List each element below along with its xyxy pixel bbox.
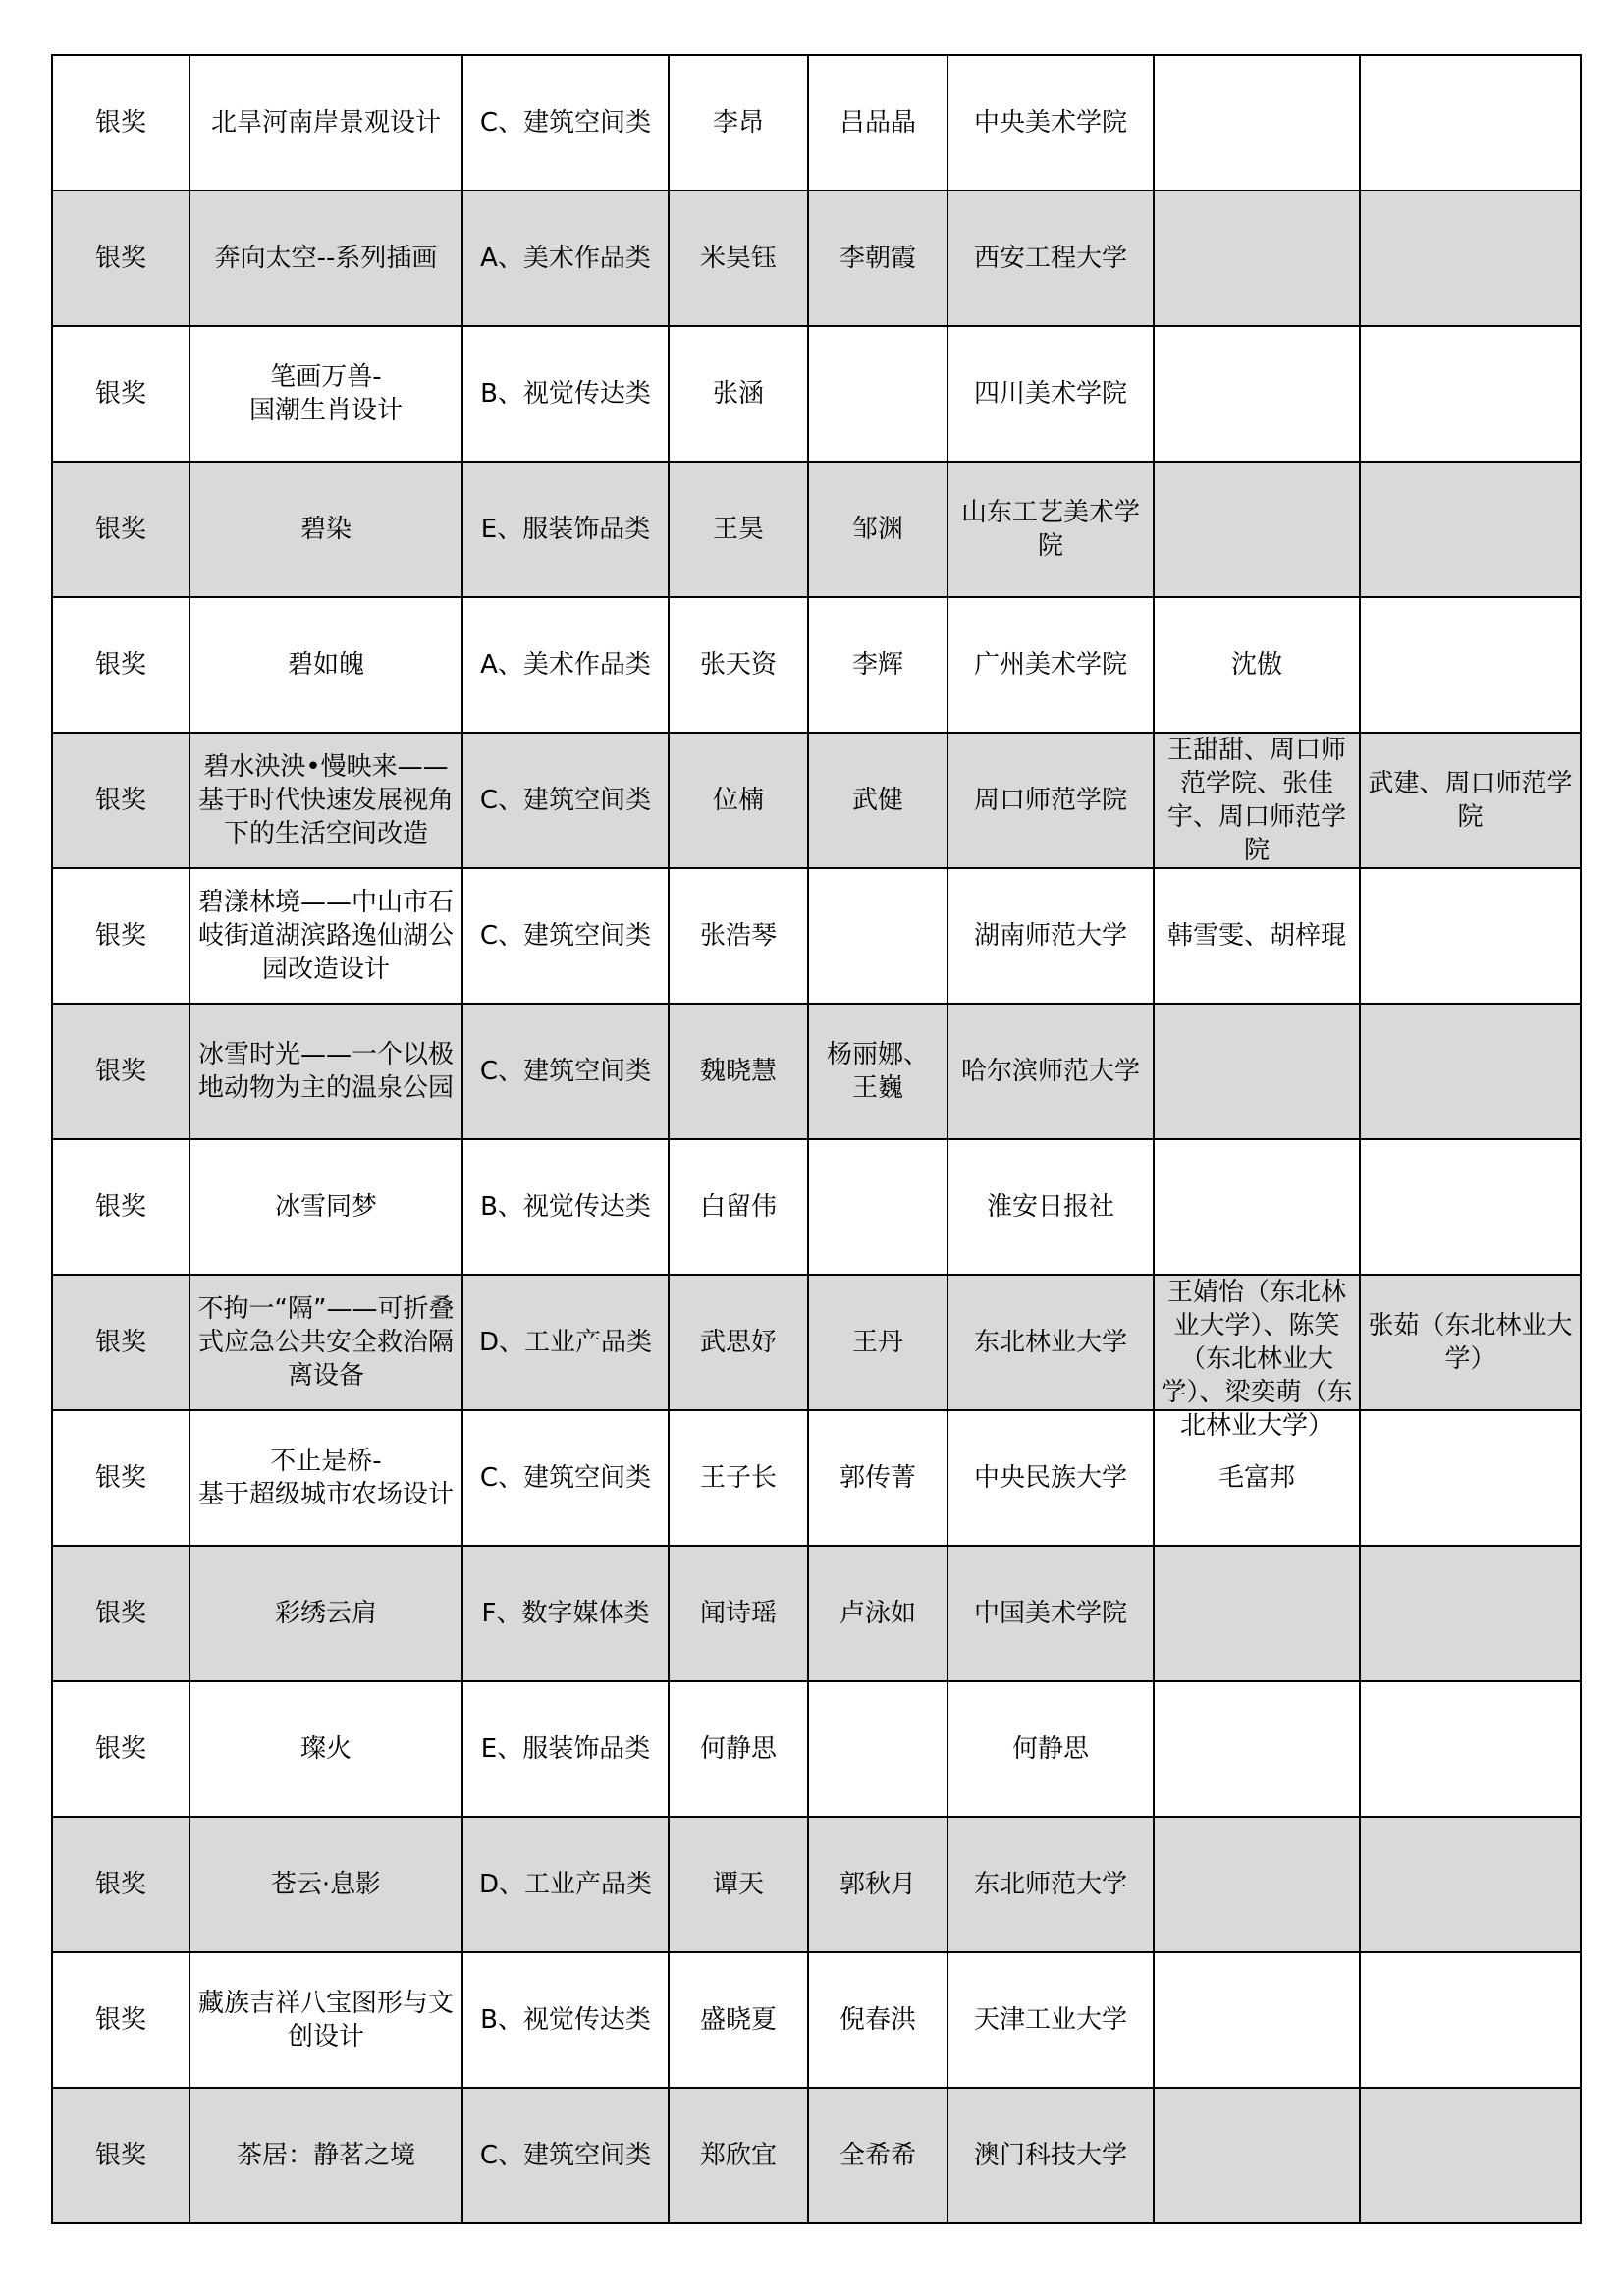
institution-cell-text: 西安工程大学 xyxy=(973,244,1127,273)
work-title-cell xyxy=(189,462,462,597)
institution-cell xyxy=(947,868,1154,1004)
work-title-cell xyxy=(189,868,462,1004)
category-cell xyxy=(462,191,669,326)
advisor-cell xyxy=(1154,733,1360,868)
award-cell-text: 银奖 xyxy=(94,108,146,137)
category-cell xyxy=(462,868,669,1004)
category-cell-text: C、建筑空间类 xyxy=(479,1057,652,1086)
category-cell-text: C、建筑空间类 xyxy=(479,1463,652,1493)
work-title-cell-text: 碧如魄 xyxy=(287,650,364,680)
advisor-cell xyxy=(1154,868,1360,1004)
co-author-cell xyxy=(808,1410,947,1546)
work-title-cell xyxy=(189,1004,462,1139)
author-cell xyxy=(669,1546,808,1681)
award-cell xyxy=(52,1004,189,1139)
author-cell-text: 位楠 xyxy=(712,786,764,815)
advisor2-cell xyxy=(1360,597,1581,733)
co-author-cell xyxy=(808,191,947,326)
table-row xyxy=(52,326,1581,462)
advisor2-cell xyxy=(1360,868,1581,1004)
table-row xyxy=(52,733,1581,868)
category-cell xyxy=(462,1275,669,1410)
work-title-cell xyxy=(189,1410,462,1546)
advisor-cell xyxy=(1154,1139,1360,1275)
institution-cell-text: 周口师范学院 xyxy=(973,786,1127,815)
category-cell-text: D、工业产品类 xyxy=(478,1328,653,1357)
institution-cell-text: 中国美术学院 xyxy=(973,1599,1127,1628)
author-cell xyxy=(669,597,808,733)
co-author-cell-text: 卢泳如 xyxy=(839,1599,916,1628)
author-cell-text: 张浩琴 xyxy=(699,921,777,951)
institution-cell-text: 淮安日报社 xyxy=(986,1192,1114,1222)
author-cell-text: 魏晓慧 xyxy=(699,1057,777,1086)
advisor2-cell xyxy=(1360,1681,1581,1817)
award-cell xyxy=(52,191,189,326)
institution-cell xyxy=(947,1546,1154,1681)
work-title-cell xyxy=(189,326,462,462)
category-cell xyxy=(462,1817,669,1952)
advisor-cell xyxy=(1154,1952,1360,2088)
institution-cell-text: 东北林业大学 xyxy=(973,1328,1127,1357)
category-cell-text: B、视觉传达类 xyxy=(480,1192,651,1222)
work-title-cell-text: 不拘一“隔”——可折叠式应急公共安全救治隔离设备 xyxy=(197,1294,455,1391)
author-cell xyxy=(669,868,808,1004)
work-title-cell xyxy=(189,733,462,868)
institution-cell xyxy=(947,1004,1154,1139)
category-cell xyxy=(462,462,669,597)
institution-cell-text: 中央民族大学 xyxy=(973,1463,1127,1493)
award-cell-text: 银奖 xyxy=(94,1599,146,1628)
institution-cell xyxy=(947,1275,1154,1410)
co-author-cell xyxy=(808,733,947,868)
institution-cell-text: 澳门科技大学 xyxy=(973,2141,1127,2170)
advisor2-cell xyxy=(1360,462,1581,597)
co-author-cell-text: 武健 xyxy=(851,786,903,815)
table-row xyxy=(52,1681,1581,1817)
advisor-cell-text: 沈傲 xyxy=(1230,650,1282,680)
institution-cell xyxy=(947,55,1154,191)
award-cell xyxy=(52,1681,189,1817)
table-row xyxy=(52,1817,1581,1952)
advisor-cell xyxy=(1154,1546,1360,1681)
work-title-cell xyxy=(189,1952,462,2088)
work-title-cell-text: 北旱河南岸景观设计 xyxy=(210,108,441,137)
co-author-cell xyxy=(808,1817,947,1952)
co-author-cell-text: 李辉 xyxy=(851,650,903,680)
category-cell-text: B、视觉传达类 xyxy=(480,379,651,409)
advisor2-cell-text: 张茹（东北林业大学） xyxy=(1368,1311,1573,1374)
institution-cell xyxy=(947,1139,1154,1275)
co-author-cell xyxy=(808,326,947,462)
category-cell xyxy=(462,733,669,868)
author-cell xyxy=(669,1681,808,1817)
category-cell-text: B、视觉传达类 xyxy=(480,2005,651,2035)
advisor-cell xyxy=(1154,191,1360,326)
advisor2-cell-text: 武建、周口师范学院 xyxy=(1368,769,1573,832)
category-cell xyxy=(462,597,669,733)
award-cell xyxy=(52,55,189,191)
award-cell xyxy=(52,868,189,1004)
category-cell-text: F、数字媒体类 xyxy=(481,1599,650,1628)
institution-cell xyxy=(947,1410,1154,1546)
category-cell xyxy=(462,2088,669,2223)
institution-cell-text: 何静思 xyxy=(1011,1734,1089,1764)
award-cell xyxy=(52,1410,189,1546)
co-author-cell-text: 郭传菁 xyxy=(839,1463,916,1493)
category-cell-text: A、美术作品类 xyxy=(480,650,651,680)
co-author-cell xyxy=(808,1139,947,1275)
author-cell xyxy=(669,55,808,191)
work-title-cell xyxy=(189,191,462,326)
table-body xyxy=(52,55,1581,2223)
author-cell xyxy=(669,1817,808,1952)
advisor2-cell xyxy=(1360,1275,1581,1410)
category-cell xyxy=(462,1952,669,2088)
advisor-cell xyxy=(1154,1004,1360,1139)
author-cell xyxy=(669,1952,808,2088)
advisor-cell xyxy=(1154,1275,1360,1441)
advisor-cell-text: 韩雪雯、胡梓琨 xyxy=(1166,921,1346,951)
category-cell xyxy=(462,1004,669,1139)
co-author-cell xyxy=(808,55,947,191)
advisor-cell xyxy=(1154,462,1360,597)
work-title-cell-text: 奔向太空--系列插画 xyxy=(214,244,438,273)
advisor-cell xyxy=(1154,55,1360,191)
category-cell xyxy=(462,55,669,191)
category-cell-text: C、建筑空间类 xyxy=(479,786,652,815)
advisor2-cell xyxy=(1360,55,1581,191)
author-cell xyxy=(669,2088,808,2223)
award-cell-text: 银奖 xyxy=(94,650,146,680)
advisor-cell-text: 毛富邦 xyxy=(1217,1463,1295,1493)
work-title-cell xyxy=(189,55,462,191)
author-cell xyxy=(669,1275,808,1410)
institution-cell-text: 天津工业大学 xyxy=(973,2005,1127,2035)
advisor-cell xyxy=(1154,326,1360,462)
work-title-cell xyxy=(189,1817,462,1952)
author-cell-text: 谭天 xyxy=(712,1870,764,1899)
award-cell xyxy=(52,2088,189,2223)
author-cell xyxy=(669,326,808,462)
author-cell-text: 王昊 xyxy=(712,515,764,544)
award-cell-text: 银奖 xyxy=(94,921,146,951)
advisor-cell xyxy=(1154,2088,1360,2223)
award-cell-text: 银奖 xyxy=(94,1057,146,1086)
institution-cell-text: 山东工艺美术学院 xyxy=(960,498,1140,561)
author-cell xyxy=(669,1139,808,1275)
work-title-cell-text: 冰雪时光——一个以极地动物为主的温泉公园 xyxy=(197,1040,454,1103)
co-author-cell xyxy=(808,868,947,1004)
award-cell-text: 银奖 xyxy=(94,1192,146,1222)
table-row xyxy=(52,1952,1581,2088)
co-author-cell xyxy=(808,1275,947,1410)
institution-cell xyxy=(947,733,1154,868)
institution-cell xyxy=(947,597,1154,733)
advisor2-cell xyxy=(1360,1004,1581,1139)
advisor2-cell xyxy=(1360,1952,1581,2088)
category-cell-text: E、服装饰品类 xyxy=(480,515,651,544)
author-cell-text: 张涵 xyxy=(712,379,764,409)
work-title-cell xyxy=(189,2088,462,2223)
institution-cell-text: 湖南师范大学 xyxy=(973,921,1127,951)
author-cell-text: 闻诗瑶 xyxy=(699,1599,777,1628)
co-author-cell-text: 吕品晶 xyxy=(839,108,916,137)
advisor2-cell xyxy=(1360,2088,1581,2223)
category-cell xyxy=(462,1139,669,1275)
advisor-cell-text: 王甜甜、周口师范学院、张佳宇、周口师范学院 xyxy=(1166,736,1346,865)
category-cell xyxy=(462,1546,669,1681)
institution-cell-text: 四川美术学院 xyxy=(973,379,1127,409)
co-author-cell xyxy=(808,597,947,733)
table-row xyxy=(52,191,1581,326)
advisor2-cell xyxy=(1360,1139,1581,1275)
work-title-cell xyxy=(189,1139,462,1275)
award-cell-text: 银奖 xyxy=(94,1870,146,1899)
table-row xyxy=(52,1275,1581,1410)
co-author-cell-text: 郭秋月 xyxy=(839,1870,916,1899)
table-row xyxy=(52,597,1581,733)
work-title-cell xyxy=(189,597,462,733)
advisor2-cell xyxy=(1360,1546,1581,1681)
institution-cell-text: 广州美术学院 xyxy=(973,650,1127,680)
category-cell-text: D、工业产品类 xyxy=(478,1870,653,1899)
co-author-cell-text: 杨丽娜、王巍 xyxy=(826,1040,929,1103)
work-title-cell-text: 碧水泱泱•慢映来——基于时代快速发展视角下的生活空间改造 xyxy=(197,752,454,848)
advisor-cell xyxy=(1154,1681,1360,1817)
co-author-cell-text: 邹渊 xyxy=(851,515,903,544)
work-title-cell-text: 碧染 xyxy=(299,515,352,544)
award-cell xyxy=(52,597,189,733)
category-cell-text: A、美术作品类 xyxy=(480,244,651,273)
institution-cell-text: 中央美术学院 xyxy=(973,108,1127,137)
author-cell xyxy=(669,733,808,868)
work-title-cell-text: 璨火 xyxy=(299,1734,352,1764)
award-cell-text: 银奖 xyxy=(94,2005,146,2035)
co-author-cell xyxy=(808,1546,947,1681)
advisor2-cell xyxy=(1360,326,1581,462)
institution-cell xyxy=(947,2088,1154,2223)
category-cell xyxy=(462,1410,669,1546)
category-cell-text: C、建筑空间类 xyxy=(479,921,652,951)
award-cell xyxy=(52,1952,189,2088)
author-cell-text: 李昂 xyxy=(712,108,764,137)
table-row xyxy=(52,2088,1581,2223)
institution-cell xyxy=(947,1952,1154,2088)
author-cell-text: 张天资 xyxy=(699,650,777,680)
award-cell xyxy=(52,1817,189,1952)
co-author-cell-text: 王丹 xyxy=(851,1328,903,1357)
award-cell xyxy=(52,462,189,597)
award-cell xyxy=(52,326,189,462)
co-author-cell xyxy=(808,2088,947,2223)
table-row xyxy=(52,462,1581,597)
table-row xyxy=(52,55,1581,191)
table-row xyxy=(52,1139,1581,1275)
advisor2-cell xyxy=(1360,1817,1581,1952)
award-cell-text: 银奖 xyxy=(94,379,146,409)
author-cell-text: 白留伟 xyxy=(699,1192,777,1222)
co-author-cell xyxy=(808,1952,947,2088)
award-cell-text: 银奖 xyxy=(94,515,146,544)
category-cell-text: E、服装饰品类 xyxy=(480,1734,651,1764)
author-cell xyxy=(669,1004,808,1139)
author-cell-text: 王子长 xyxy=(699,1463,777,1493)
work-title-cell-text: 冰雪同梦 xyxy=(274,1192,377,1222)
author-cell-text: 盛晓夏 xyxy=(699,2005,777,2035)
work-title-cell-text: 笔画万兽- 国潮生肖设计 xyxy=(248,362,403,425)
award-cell xyxy=(52,733,189,868)
category-cell-text: C、建筑空间类 xyxy=(479,2141,652,2170)
author-cell-text: 何静思 xyxy=(699,1734,777,1764)
work-title-cell xyxy=(189,1546,462,1681)
category-cell xyxy=(462,326,669,462)
co-author-cell-text: 李朝霞 xyxy=(839,244,916,273)
table-row xyxy=(52,1004,1581,1139)
work-title-cell-text: 苍云·息影 xyxy=(270,1870,382,1899)
category-cell-text: C、建筑空间类 xyxy=(479,108,652,137)
award-cell-text: 银奖 xyxy=(94,244,146,273)
award-cell-text: 银奖 xyxy=(94,1328,146,1357)
award-cell xyxy=(52,1546,189,1681)
award-cell-text: 银奖 xyxy=(94,786,146,815)
institution-cell xyxy=(947,191,1154,326)
award-cell xyxy=(52,1275,189,1410)
advisor2-cell xyxy=(1360,1410,1581,1546)
work-title-cell-text: 藏族吉祥八宝图形与文创设计 xyxy=(197,1989,454,2051)
author-cell xyxy=(669,462,808,597)
institution-cell xyxy=(947,462,1154,597)
co-author-cell-text: 全希希 xyxy=(839,2141,916,2170)
co-author-cell xyxy=(808,1004,947,1139)
category-cell xyxy=(462,1681,669,1817)
award-cell-text: 银奖 xyxy=(94,2141,146,2170)
award-cell-text: 银奖 xyxy=(94,1734,146,1764)
table-row xyxy=(52,868,1581,1004)
institution-cell-text: 东北师范大学 xyxy=(973,1870,1127,1899)
co-author-cell xyxy=(808,1681,947,1817)
work-title-cell xyxy=(189,1275,462,1410)
work-title-cell-text: 茶居：静茗之境 xyxy=(236,2141,415,2170)
author-cell-text: 郑欣宜 xyxy=(699,2141,777,2170)
awards-table xyxy=(51,54,1582,2224)
institution-cell xyxy=(947,1681,1154,1817)
author-cell-text: 米昊钰 xyxy=(699,244,777,273)
institution-cell xyxy=(947,326,1154,462)
advisor-cell-text: 王婧怡（东北林业大学）、陈笑（东北林业大学）、梁奕萌（东北林业大学） xyxy=(1161,1278,1353,1441)
author-cell-text: 武思妤 xyxy=(699,1328,777,1357)
author-cell xyxy=(669,191,808,326)
co-author-cell xyxy=(808,462,947,597)
co-author-cell-text: 倪春洪 xyxy=(839,2005,916,2035)
institution-cell xyxy=(947,1817,1154,1952)
advisor-cell xyxy=(1154,597,1360,733)
work-title-cell xyxy=(189,1681,462,1817)
advisor2-cell xyxy=(1360,733,1581,868)
work-title-cell-text: 彩绣云肩 xyxy=(274,1599,377,1628)
award-cell-text: 银奖 xyxy=(94,1463,146,1493)
advisor2-cell xyxy=(1360,191,1581,326)
work-title-cell-text: 碧漾林境——中山市石岐街道湖滨路逸仙湖公园改造设计 xyxy=(197,888,454,984)
work-title-cell-text: 不止是桥- 基于超级城市农场设计 xyxy=(197,1447,454,1509)
award-cell xyxy=(52,1139,189,1275)
table-row xyxy=(52,1410,1581,1546)
advisor-cell xyxy=(1154,1817,1360,1952)
author-cell xyxy=(669,1410,808,1546)
institution-cell-text: 哈尔滨师范大学 xyxy=(960,1057,1140,1086)
table-row xyxy=(52,1546,1581,1681)
